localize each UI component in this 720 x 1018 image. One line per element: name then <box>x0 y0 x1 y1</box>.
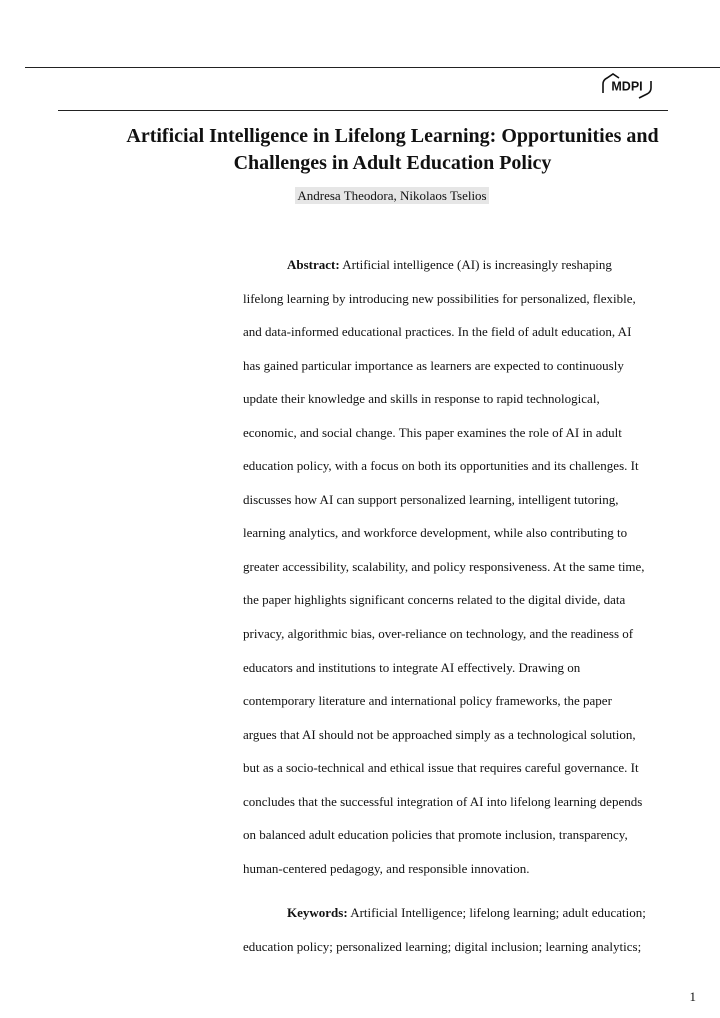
mdpi-logo <box>599 72 655 102</box>
paper-title <box>60 123 720 177</box>
abstract-line: argues that AI should not be approached simply as a technological solution, <box>243 726 636 742</box>
abstract-line: the paper highlights significant concerns related to the digital divide, data <box>243 592 626 608</box>
abstract-line: privacy, algorithmic bias, over-reliance on technology, and the readiness of <box>243 626 634 642</box>
abstract-line: contemporary literature and international policy frameworks, the paper <box>243 693 612 709</box>
abstract <box>243 248 695 885</box>
abstract-line: update their knowledge and skills in response to rapid technological, <box>243 391 600 407</box>
author-names: Andresa Theodora, Nikolaos Tselios <box>297 188 487 203</box>
abstract-line: greater accessibility, scalability, and policy responsiveness. At the same time, <box>243 558 645 574</box>
abstract-label: Abstract: <box>287 257 340 272</box>
abstract-line: learning analytics, and workforce development, while also contributing to <box>243 525 628 541</box>
keywords <box>243 896 703 963</box>
abstract-line <box>243 248 695 282</box>
abstract-line: discusses how AI can support personalized learning, intelligent tutoring, <box>243 491 619 507</box>
abstract-line: on balanced adult education policies that promote inclusion, transparency, <box>243 827 628 843</box>
abstract-line: economic, and social change. This paper examines the role of AI in adult <box>243 424 622 440</box>
abstract-line: human-centered pedagogy, and responsible innovation. <box>243 860 530 876</box>
abstract-line: education policy, with a focus on both its opportunities and its challenges. It <box>243 458 639 474</box>
paper-title-line: Challenges in Adult Education Policy <box>233 152 552 174</box>
abstract-text: Artificial intelligence (AI) is increasingly reshaping <box>342 257 612 272</box>
abstract-line: but as a socio-technical and ethical issue that requires careful governance. It <box>243 760 639 776</box>
abstract-line: has gained particular importance as learners are expected to continuously <box>243 357 624 373</box>
header-rule <box>25 67 720 68</box>
abstract-line: concludes that the successful integration of AI into lifelong learning depends <box>243 793 643 809</box>
abstract-line: and data-informed educational practices. In the field of adult education, AI <box>243 324 632 340</box>
page-number: 1 <box>689 989 696 1004</box>
abstract-line: educators and institutions to integrate AI effectively. Drawing on <box>243 659 581 675</box>
abstract-line: lifelong learning by introducing new possibilities for personalized, flexible, <box>243 290 636 306</box>
keywords-label: Keywords: <box>287 905 348 920</box>
keywords-text: Artificial Intelligence; lifelong learning; adult education; <box>350 905 646 920</box>
mdpi-logo-text: MDPI <box>611 79 643 94</box>
header-subrule <box>58 110 668 111</box>
keywords-line: education policy; personalized learning; digital inclusion; learning analytics; <box>243 938 642 954</box>
keywords-line <box>243 896 703 930</box>
paper-title-line: Artificial Intelligence in Lifelong Learning: Opportunities and <box>126 125 659 147</box>
author-list <box>0 188 720 204</box>
